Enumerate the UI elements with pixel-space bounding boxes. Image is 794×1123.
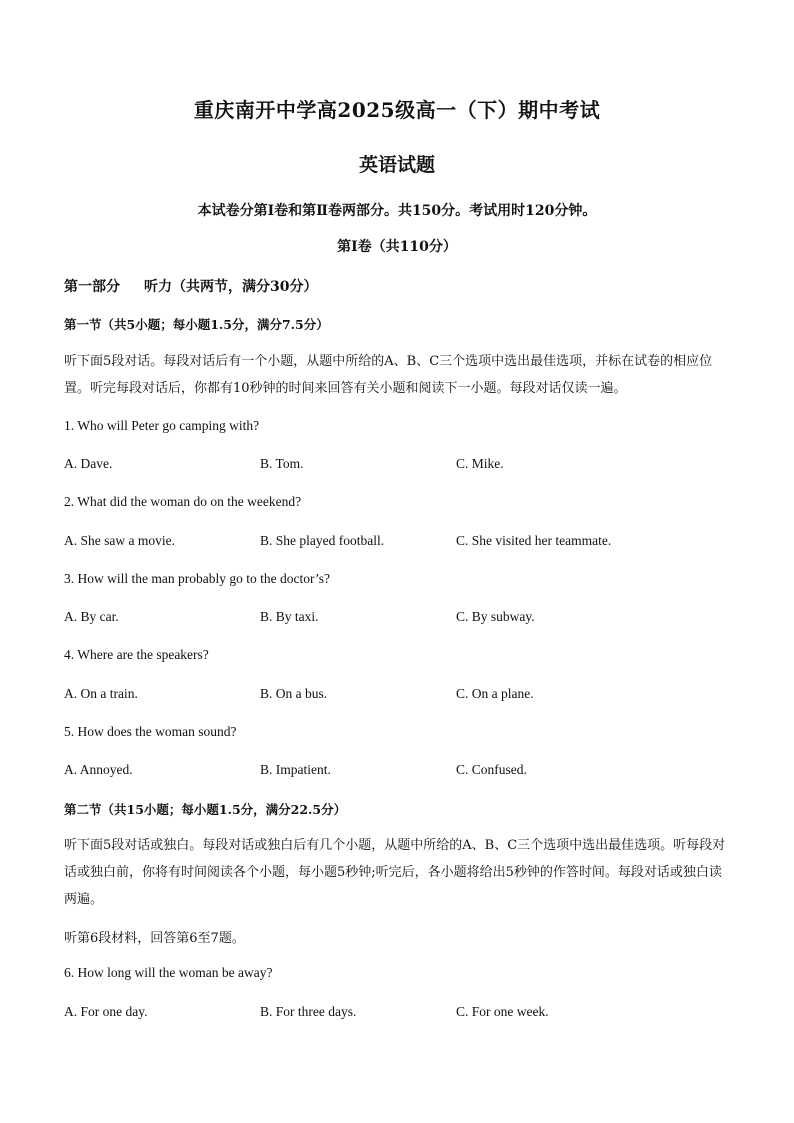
option-b: B. For three days. <box>260 1004 357 1019</box>
option-b: B. Tom. <box>260 456 304 471</box>
part-one-label: 第一部分 <box>64 279 120 295</box>
material-note: 听第6段材料，回答第6至7题。 <box>64 931 245 946</box>
option-c: C. By subway. <box>456 609 535 624</box>
part-one-title: 听力（共两节，满分30分） <box>144 279 318 295</box>
section-two-instructions: 听下面5段对话或独白。每段对话或独白后有几个小题，从题中所给的A、B、C三个选项中选出最佳选项。听每段对话或独白前，你将有时间阅读各个小题，每小题5秒钟;听完后，各小题将给出5秒钟的作答时间。每段对话或独白读两遍。 <box>64 838 726 907</box>
question-stem: 1. Who will Peter go camping with? <box>64 418 260 433</box>
option-c: C. For one week. <box>456 1004 549 1019</box>
option-c: C. She visited her teammate. <box>456 533 612 548</box>
subject-title: 英语试题 <box>358 154 435 176</box>
option-c: C. Mike. <box>456 456 504 471</box>
option-b: B. By taxi. <box>260 609 319 624</box>
option-c: C. On a plane. <box>456 686 534 701</box>
section-one-heading: 第一节（共5小题；每小题1.5分，满分7.5分） <box>64 317 329 332</box>
option-a: A. On a train. <box>64 686 138 701</box>
part-one-heading <box>64 276 732 296</box>
exam-note: 本试卷分第Ⅰ卷和第Ⅱ卷两部分。共150分。考试用时120分钟。 <box>197 203 597 219</box>
exam-title: 重庆南开中学高2025级高一（下）期中考试 <box>193 98 601 122</box>
option-b: B. She played football. <box>260 533 385 548</box>
section-one-instructions: 听下面5段对话。每段对话后有一个小题，从题中所给的A、B、C三个选项中选出最佳选项，并标在试卷的相应位置。听完每段对话后，你都有10秒钟的时间来回答有关小题和阅读下一小题。每段对话仅读一遍。 <box>64 354 713 396</box>
option-c: C. Confused. <box>456 762 527 777</box>
option-a: A. By car. <box>64 609 119 624</box>
option-a: A. Dave. <box>64 456 113 471</box>
option-b: B. Impatient. <box>260 762 331 777</box>
question-stem: 6. How long will the woman be away? <box>64 965 273 980</box>
volume-title: 第Ⅰ卷（共110分） <box>337 239 457 255</box>
question-stem: 4. Where are the speakers? <box>64 647 209 662</box>
option-a: A. For one day. <box>64 1004 148 1019</box>
question-stem: 2. What did the woman do on the weekend? <box>64 494 302 509</box>
question-stem: 3. How will the man probably go to the doctor’s? <box>64 571 330 586</box>
question-stem: 5. How does the woman sound? <box>64 724 237 739</box>
option-a: A. Annoyed. <box>64 762 133 777</box>
option-a: A. She saw a movie. <box>64 533 175 548</box>
option-b: B. On a bus. <box>260 686 328 701</box>
section-two-heading: 第二节（共15小题；每小题1.5分，满分22.5分） <box>64 802 347 817</box>
